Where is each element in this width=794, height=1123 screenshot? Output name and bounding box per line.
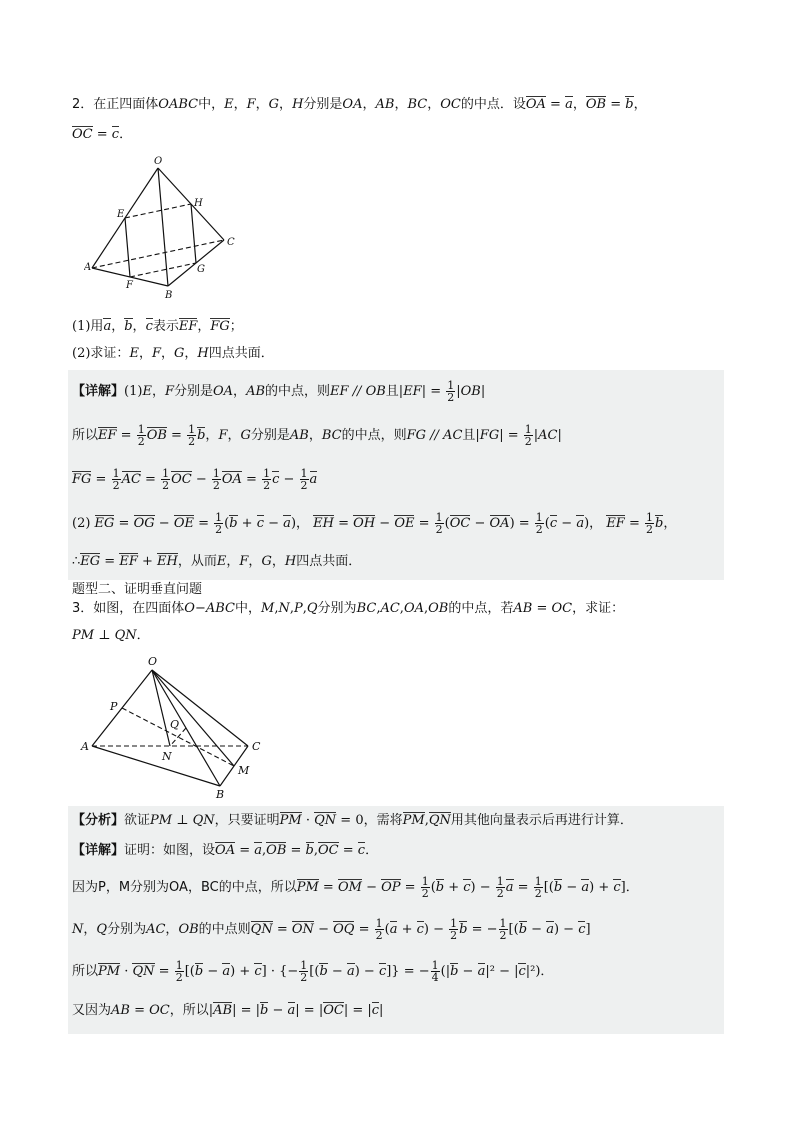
- label-B: B: [165, 290, 173, 301]
- label-O: O: [154, 156, 163, 167]
- label-O: O: [148, 655, 158, 668]
- label-Q: Q: [170, 718, 180, 731]
- q2-detail-line4: (2) EG = OG − OE = $\frac{1}{2}$ (b + c − a)， EH = OH − OE = $\frac{1}{2}$ (OC − OA) = $\frac{1}{2}$ (c − a)， EF = $\frac{1}{2}$ b，: [72, 511, 677, 536]
- q3-detail-line3: N，Q分别为AC，OB的中点则QN = ON − OQ = $\frac{1}{2}$ (a + c) − $\frac{1}{2}$ b = − $\frac{1}{2}$ [(b − a) − c]: [72, 917, 591, 942]
- label-N: N: [162, 750, 172, 763]
- q3-stem-line2: PM ⊥ QN．: [72, 628, 150, 643]
- edge-AB: [92, 746, 220, 786]
- q3-tetrahedron-figure: [78, 652, 268, 802]
- label-F: F: [126, 280, 133, 291]
- label-M: M: [238, 764, 250, 777]
- q3-detail-line2: 因为P，M分别为OA，BC的中点，所以PM = OM − OP = $\frac{1}{2}$ (b + c) − $\frac{1}{2}$ a = $\frac{1}{2}$ [(b − a) + c]．: [72, 875, 639, 900]
- label-G: G: [197, 264, 205, 275]
- q3-detail-line5: 又因为AB = OC，所以|AB| = |b − a| = |OC| = |c|: [72, 1003, 384, 1018]
- q3-stem-line1: 3．如图，在四面体O−ABC中，M,N,P,Q分别为BC,AC,OA,OB的中点，若AB = OC，求证：: [72, 601, 625, 616]
- q2-tetrahedron-figure: [84, 154, 244, 304]
- label-P: P: [110, 700, 118, 713]
- label-H: H: [194, 198, 203, 209]
- label-B: B: [216, 788, 225, 801]
- q2-part2: (2)求证：E，F，G，H四点共面．: [72, 346, 274, 361]
- q2-detail-line3: FG = $\frac{1}{2}$ AC = $\frac{1}{2}$ OC − $\frac{1}{2}$ OA = $\frac{1}{2}$ c − $\frac{1}{2}$ a: [72, 467, 318, 492]
- label-A: A: [81, 740, 89, 753]
- q3-analysis: 【分析】欲证PM ⊥ QN，只要证明PM · QN = 0，需将PM,QN用其他向量表示后再进行计算．: [72, 813, 633, 828]
- segment-EH-dashed: [125, 204, 191, 218]
- segment-HG: [191, 204, 196, 263]
- q2-detail-line1: 【详解】(1)E，F分别是OA，AB的中点，则EF // OB且|EF| = $\frac{1}{2}$ |OB|: [72, 379, 486, 404]
- q2-stem-line2: OC = c．: [72, 127, 133, 142]
- segment-FG-dashed: [130, 263, 196, 277]
- q2-detail-line5: ∴EG = EF + EH，从而E，F，G，H四点共面．: [72, 554, 362, 569]
- q2-part1: (1)用a，b，c表示EF，FG；: [72, 319, 243, 334]
- section-title: 题型二、证明垂直问题: [72, 582, 203, 597]
- label-E: E: [117, 209, 125, 220]
- edge-OC: [152, 670, 248, 746]
- q3-detail-line1: 【详解】证明：如图，设OA = a,OB = b,OC = c．: [72, 843, 379, 858]
- q3-detail-line4: 所以PM · QN = $\frac{1}{2}$ [(b − a) + c] · {− $\frac{1}{2}$ [(b − a) − c]} = − $\frac{1}{4}$ (|b − a|² − |c|²)．: [72, 959, 554, 984]
- label-C: C: [227, 237, 235, 248]
- q2-stem-line1: 2．在正四面体OABC中，E，F，G，H分别是OA，AB，BC，OC的中点．设OA = a，OB = b，: [72, 97, 647, 112]
- segment-EF: [125, 218, 130, 277]
- label-C: C: [252, 740, 261, 753]
- q2-detail-line2: 所以EF = $\frac{1}{2}$ OB = $\frac{1}{2}$ b，F，G分别是AB，BC的中点，则FG // AC且|FG| = $\frac{1}{2}$ |AC|: [72, 423, 562, 448]
- edge-OB: [158, 168, 168, 286]
- label-A: A: [84, 262, 92, 273]
